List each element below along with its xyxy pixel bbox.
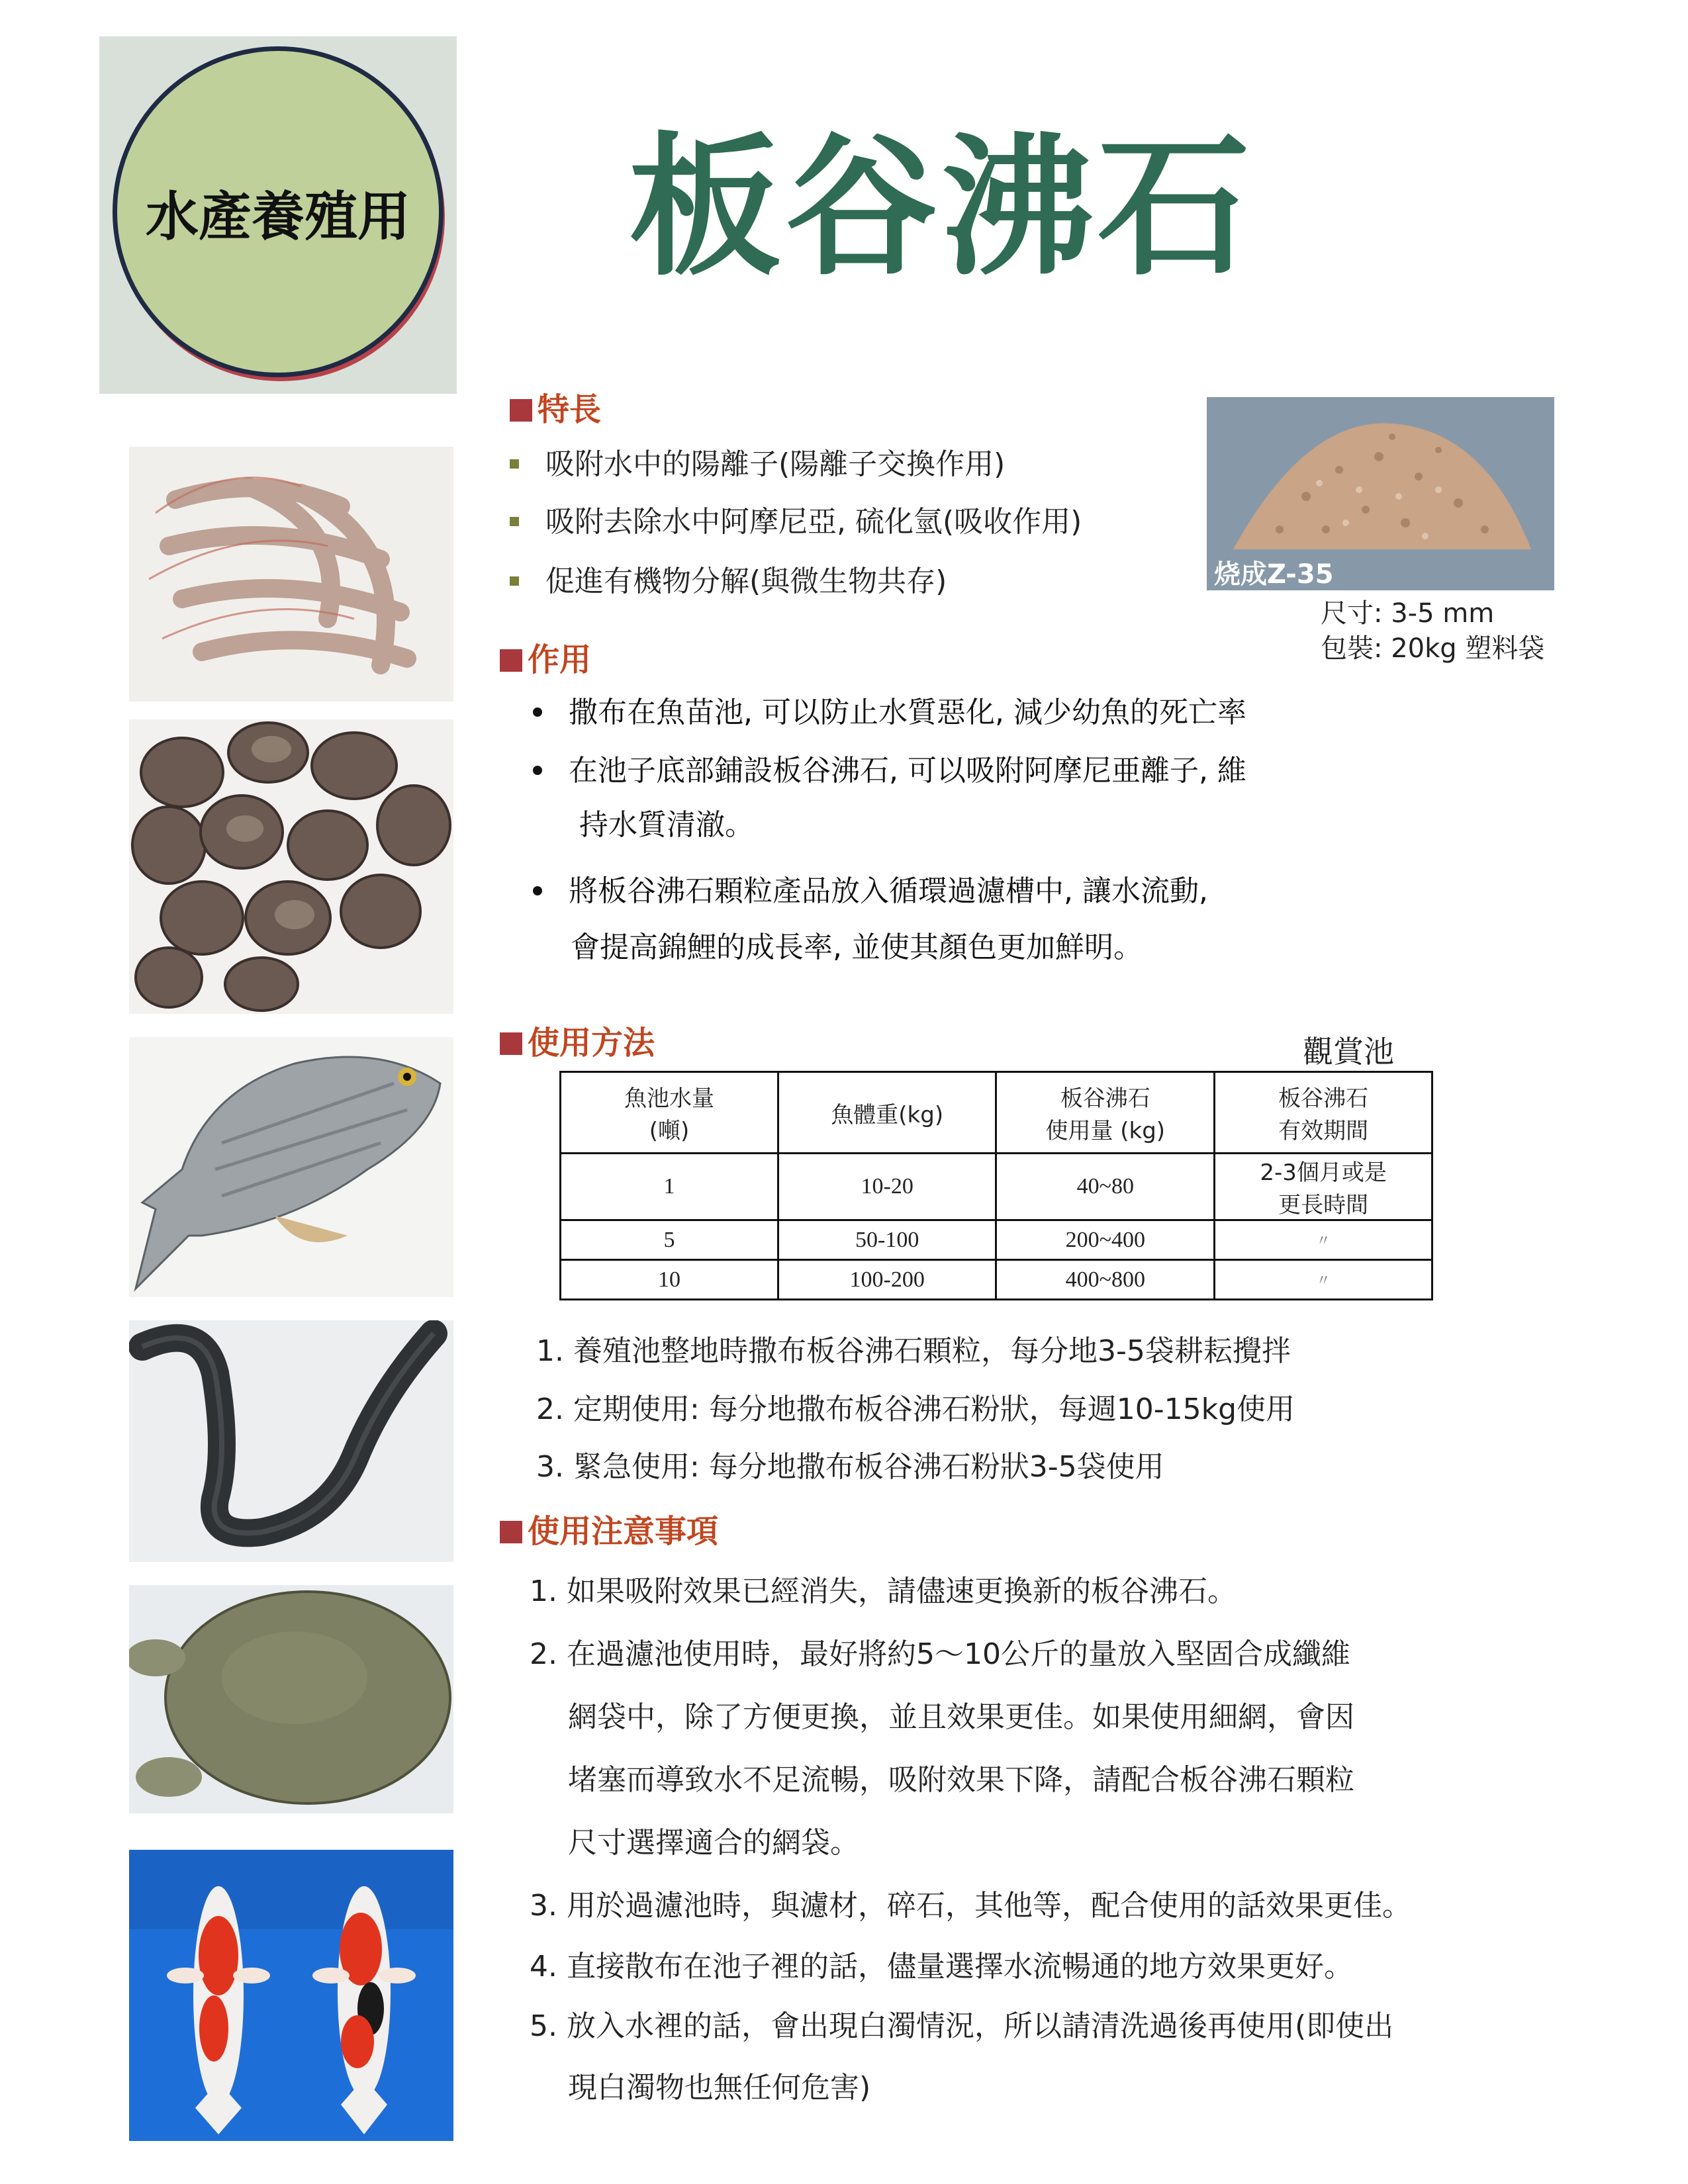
- effect-item-text: 撒布在魚苗池, 可以防止水質惡化, 減少幼魚的死亡率: [569, 696, 1246, 729]
- bullet-dot-icon: [533, 766, 542, 775]
- cell-weight: 100-200: [778, 1260, 996, 1300]
- header-line: 板谷沸石: [1060, 1085, 1150, 1112]
- badge-label: 水產養殖用: [146, 185, 410, 248]
- cell-amount: 40~80: [996, 1154, 1215, 1220]
- usage-heading: [500, 1017, 655, 1063]
- period-line: 2-3個月或是: [1260, 1160, 1387, 1186]
- header-line: 魚池水量: [624, 1085, 715, 1112]
- turtle-photo: [129, 1585, 453, 1813]
- feature-item: [510, 440, 1005, 482]
- cell-amount: 200~400: [996, 1220, 1215, 1260]
- cell-volume: 10: [561, 1260, 778, 1300]
- heading-square-icon: [500, 1521, 522, 1543]
- effect-item-continuation: 會提高錦鯉的成長率, 並使其顏色更加鮮明。: [571, 931, 1143, 964]
- cell-period: 〃: [1215, 1260, 1432, 1300]
- header-line: 魚體重(kg): [831, 1101, 944, 1128]
- square-bullet-icon: [510, 576, 519, 586]
- header-line: 板谷沸石: [1278, 1085, 1369, 1112]
- effect-item-continuation: 持水質清澈。: [579, 808, 754, 842]
- header-line: 有效期間: [1278, 1118, 1369, 1144]
- cell-weight: 50-100: [778, 1220, 996, 1260]
- feature-item: [510, 557, 947, 600]
- cell-period: [1215, 1154, 1432, 1220]
- usage-step: 2. 定期使用: 每分地撒布板谷沸石粉狀，每週10-15kg使用: [536, 1392, 1295, 1426]
- precaution-line: 網袋中，除了方便更換，並且效果更佳。如果使用細網，會因: [568, 1700, 1354, 1734]
- precaution-line: 1. 如果吸附效果已經消失，請儘速更換新的板谷沸石。: [530, 1574, 1237, 1608]
- table-row: [561, 1260, 1432, 1300]
- precaution-line: 現白濁物也無任何危害): [568, 2071, 871, 2105]
- feature-item: [510, 498, 1082, 540]
- koi-photo: [129, 1850, 453, 2141]
- cell-amount: 400~800: [996, 1260, 1215, 1300]
- usage-step: 1. 養殖池整地時撒布板谷沸石顆粒，每分地3-5袋耕耘攪拌: [536, 1334, 1291, 1368]
- bullet-dot-icon: [533, 886, 542, 895]
- fish-photo: [129, 1037, 453, 1297]
- effects-heading: [500, 634, 591, 680]
- shrimp-photo: [129, 447, 453, 702]
- period-line: 更長時間: [1278, 1192, 1369, 1218]
- effect-item: [533, 864, 1208, 919]
- precaution-line: 2. 在過濾池使用時，最好將約5～10公斤的量放入堅固合成纖維: [530, 1637, 1350, 1671]
- square-bullet-icon: [510, 459, 519, 469]
- table-header-row: [561, 1072, 1432, 1154]
- effects-heading-text: 作用: [528, 641, 592, 678]
- header-cell: [561, 1072, 778, 1154]
- precaution-line: 尺寸選擇適合的網袋。: [568, 1826, 859, 1860]
- square-bullet-icon: [510, 517, 519, 526]
- features-heading-text: 特長: [538, 391, 602, 428]
- cell-volume: 5: [561, 1220, 778, 1260]
- table-row: [561, 1220, 1432, 1260]
- heading-square-icon: [500, 1032, 522, 1055]
- clams-photo: [129, 719, 453, 1014]
- feature-item-text: 吸附去除水中阿摩尼亞, 硫化氫(吸收作用): [545, 505, 1082, 539]
- eel-photo: [129, 1320, 453, 1562]
- page-title: 板谷沸石: [629, 120, 1254, 296]
- heading-square-icon: [500, 649, 522, 672]
- header-cell: [778, 1072, 996, 1154]
- usage-heading-text: 使用方法: [528, 1024, 655, 1062]
- header-cell: [996, 1072, 1215, 1154]
- feature-item-text: 促進有機物分解(與微生物共存): [545, 565, 947, 598]
- cell-weight: 10-20: [778, 1154, 996, 1220]
- effect-item-text: 將板谷沸石顆粒產品放入循環過濾槽中, 讓水流動,: [569, 874, 1208, 908]
- precaution-line: 4. 直接散布在池子裡的話，儘量選擇水流暢通的地方效果更好。: [530, 1950, 1353, 1983]
- precautions-heading: [500, 1506, 718, 1551]
- table-caption: 觀賞池: [1303, 1034, 1394, 1069]
- precaution-line: 3. 用於過濾池時，與濾材，碎石，其他等，配合使用的話效果更佳。: [530, 1889, 1411, 1923]
- effect-item-text: 在池子底部鋪設板谷沸石, 可以吸附阿摩尼亜離子, 維: [569, 754, 1246, 788]
- product-image-label: 烧成Z-35: [1214, 559, 1334, 590]
- precautions-heading-text: 使用注意事項: [528, 1513, 719, 1550]
- cell-volume: 1: [561, 1154, 778, 1220]
- header-line: (噸): [649, 1118, 690, 1144]
- header-line: 使用量 (kg): [1045, 1118, 1166, 1144]
- cell-period: 〃: [1215, 1220, 1432, 1260]
- product-packaging: 包裝: 20kg 塑料袋: [1321, 633, 1545, 664]
- product-size: 尺寸: 3-5 mm: [1321, 598, 1495, 629]
- effect-item: [533, 685, 1246, 741]
- usage-step: 3. 緊急使用: 每分地撒布板谷沸石粉狀3-5袋使用: [536, 1450, 1164, 1484]
- features-heading: [510, 384, 601, 430]
- bullet-dot-icon: [533, 707, 542, 717]
- header-cell: [1215, 1072, 1432, 1154]
- usage-table: [559, 1071, 1433, 1300]
- table-row: [561, 1154, 1432, 1220]
- precaution-line: 5. 放入水裡的話，會出現白濁情況，所以請清洗過後再使用(即使出: [530, 2009, 1394, 2043]
- heading-square-icon: [510, 399, 532, 422]
- precaution-line: 堵塞而導致水不足流暢，吸附效果下降，請配合板谷沸石顆粒: [568, 1763, 1354, 1797]
- effect-item: [533, 743, 1246, 799]
- feature-item-text: 吸附水中的陽離子(陽離子交換作用): [545, 447, 1006, 481]
